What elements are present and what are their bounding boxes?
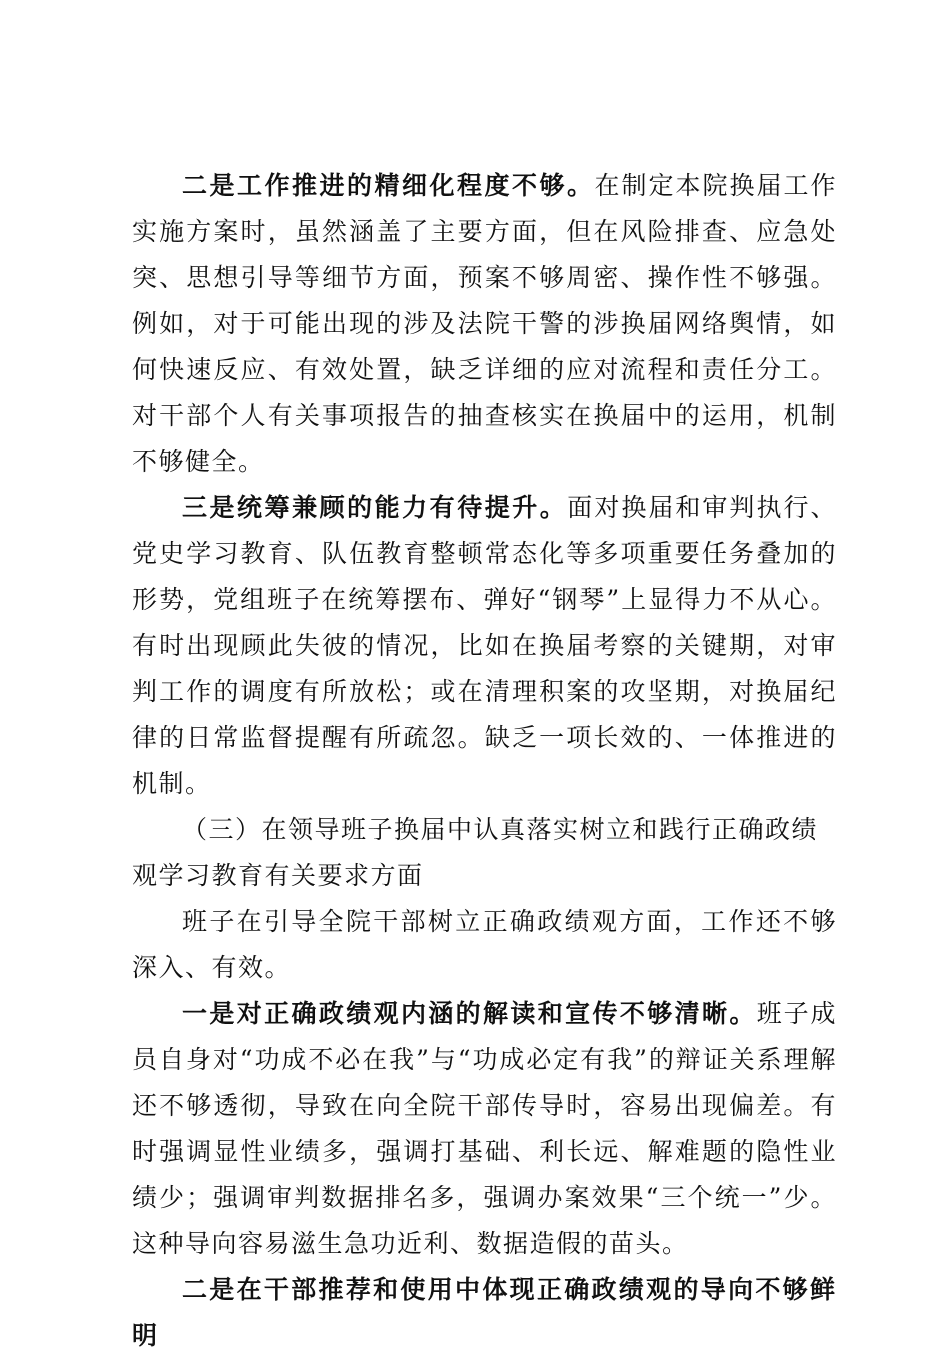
paragraph-text: 班子在引导全院干部树立正确政绩观方面，工作还不够深入、有效。 bbox=[132, 907, 837, 982]
paragraph-performance-view bbox=[132, 991, 837, 1267]
paragraph-lead: 二是在干部推荐和使用中体现正确政绩观的导向不够鲜明 bbox=[132, 1275, 837, 1350]
document-body bbox=[132, 163, 837, 1359]
paragraph-text: 在制定本院换届工作实施方案时，虽然涵盖了主要方面，但在风险排查、应急处突、思想引导等细节方面，预案不够周密、操作性不够强。例如，对于可能出现的涉及法院干警的涉换届网络舆情，如何快速反应、有效处置，缺乏详细的应对流程和责任分工。对干部个人有关事项报告的抽查核实在换届中的运用，机制不够健全。 bbox=[132, 171, 837, 476]
section-heading bbox=[132, 807, 837, 899]
paragraph-lead: 二是工作推进的精细化程度不够。 bbox=[182, 171, 595, 200]
paragraph-lead: 三是统筹兼顾的能力有待提升。 bbox=[182, 493, 568, 522]
section-heading-text: （三）在领导班子换届中认真落实树立和践行正确政绩观学习教育有关要求方面 bbox=[132, 815, 819, 890]
paragraph-work-refinement bbox=[132, 163, 837, 485]
paragraph-lead: 一是对正确政绩观内涵的解读和宣传不够清晰。 bbox=[182, 999, 757, 1028]
paragraph-cadre-selection bbox=[132, 1267, 837, 1359]
paragraph-text: 面对换届和审判执行、党史学习教育、队伍教育整顿常态化等多项重要任务叠加的形势，党组班子在统筹摆布、弹好“钢琴”上显得力不从心。有时出现顾此失彼的情况，比如在换届考察的关键期，对审判工作的调度有所放松；或在清理积案的攻坚期，对换届纪律的日常监督提醒有所疏忽。缺乏一项长效的、一体推进的机制。 bbox=[132, 493, 837, 798]
paragraph-section-intro bbox=[132, 899, 837, 991]
paragraph-text: 班子成员自身对“功成不必在我”与“功成必定有我”的辩证关系理解还不够透彻，导致在向全院干部传导时，容易出现偏差。有时强调显性业绩多，强调打基础、利长远、解难题的隐性业绩少；强调审判数据排名多，强调办案效果“三个统一”少。这种导向容易滋生急功近利、数据造假的苗头。 bbox=[132, 999, 837, 1258]
paragraph-overall-planning bbox=[132, 485, 837, 807]
